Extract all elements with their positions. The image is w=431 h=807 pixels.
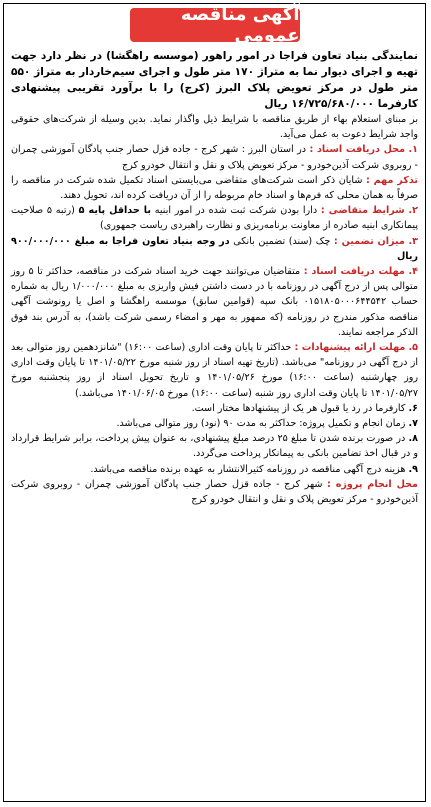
item-document-location: ۱. محل دریافت اسناد : در استان البرز : شهر کرج - جاده قزل حصار جنب پادگان آموزشی چمران - روبروی شرکت آذین‌خودرو - مرکز تعویض پلاک و نقل و انتقال خودرو کرج: [11, 144, 419, 171]
intro-invitation: بر مبنای استعلام بهاء از طریق مناقصه با شرایط ذیل واگذار نماید. بدین وسیله از شرکت‌های حقوقی واجد شرایط دعوت به عمل می‌آید.: [11, 114, 418, 141]
item-label: محل انجام پروژه :: [327, 478, 418, 490]
item-label: مهلت دریافت اسناد :: [303, 266, 405, 278]
item-label: شرایط متقاضی :: [320, 205, 405, 217]
item-project-location: محل انجام پروژه : شهر کرج - جاده قزل حصار جنب پادگان آموزشی چمران - روبروی شرکت آذین‌خودرو - مرکز تعویض پلاک و نقل و انتقال خودرو کرج: [11, 478, 418, 506]
item-important-note: تذکر مهم : شایان ذکر است شرکت‌های متقاضی می‌بایستی اسناد تکمیل شده شرکت در مناقصه را صرفاً به همان محلی که فرم‌ها و اسناد خام مربوطه را از آن دریافت کرده اند، تحویل دهند.: [11, 174, 418, 202]
item-label: محل دریافت اسناد :: [309, 144, 406, 156]
notice-title-banner: [130, 4, 300, 46]
notice-body: [11, 48, 418, 795]
item-guarantee-amount: ۳. میزان تضمین : چک (سند) تضمین بانکی در وجه بنیاد تعاون فراجا به مبلغ ۹۰۰/۰۰۰/۰۰۰ ریال: [11, 235, 418, 262]
item-document-deadline: ۴. مهلت دریافت اسناد : متقاضیان می‌توانند جهت خرید اسناد شرکت در مناقصه، حداکثر تا ۵ روز متوالی پس از درج آگهی در روزنامه با در دست داشتن فیش واریزی به مبلغ ۱/۰۰۰/۰۰۰ ریال به شماره حساب ۰۱۵۱۸۰۵۰۰۰۶۴۴۵۴۲ بانک سپه (قوامین سابق) موسسه راهگشا و اصل یا رونوشت آگهی مناقصه مذکور مندرج در روزنامه (که ممهور به مهر و امضاء رسمی شرکت باشد)، به آدرس بند فوق الذکر مراجعه نمایند.: [11, 266, 418, 338]
notice-title: آگهی مناقصه عمومی: [180, 4, 300, 46]
item-label: تذکر مهم :: [365, 174, 418, 186]
item-proposal-deadline: ۵. مهلت ارائه پیشنهادات : حداکثر تا پایان وقت اداری (ساعت ۱۶:۰۰) "شانزدهمین روز متوالی بعد از درج آگهی در روزنامه" می‌باشد. (تاریخ تهیه اسناد از روز شنبه مورخ ۱۴۰۱/۰۵/۲۲ تا پایان وقت اداری روز چهارشنبه (ساعت ۱۶:۰۰) مورخ ۱۴۰۱/۰۵/۲۶ و تاریخ تحویل اسناد از روز پنجشنبه مورخ ۱۴۰۱/۰۵/۲۷ تا پایان وقت اداری روز شنبه (ساعت ۱۶:۰۰) مورخ ۱۴۰۱/۰۶/۰۵ می‌باشد.): [11, 342, 418, 399]
item-label: مهلت ارائه پیشنهادات :: [294, 342, 406, 354]
item-prepayment: ۸. در صورت برنده شدن تا مبلغ ۲۵ درصد مبلغ پیشنهادی، به عنوان پیش پرداخت، برابر شرایط قرارداد و در قبال اخذ تضامین بانکی به پیمانکار پرداخت می‌گردد.: [11, 433, 418, 460]
intro-paragraph: نمایندگی بنیاد تعاون فراجا در امور راهور (موسسه راهگشا) در نظر دارد جهت تهیه و اجرای دیوار نما به متراژ ۱۷۰ متر طول و اجرای سیم‌خاردار به متراژ ۵۵۰ متر طول در مرکز تعویض پلاک البرز (کرج) را با برآورد تقریبی پیشنهادی کارفرما ۱۶/۷۲۵/۶۸۰/۰۰۰ ریال: [11, 50, 418, 110]
item-ad-cost: ۹. هزینه درج آگهی مناقصه در روزنامه کثیرالانتشار به عهده برنده مناقصه می‌باشد.: [90, 463, 418, 475]
item-label: میزان تضمین :: [333, 235, 405, 247]
notice-frame: [3, 3, 426, 802]
item-applicant-conditions: ۲. شرایط متقاضی : دارا بودن شرکت ثبت شده در امور ابنیه با حداقل پایه ۵ (رتبه ۵ صلاحیت پیمانکاری ابنیه صادره از معاونت برنامه‌ریزی و نظارت راهبردی ریاست جمهوری): [11, 205, 418, 232]
item-project-duration: ۷. زمان انجام و تکمیل پروژه: حداکثر به مدت ۹۰ (نود) روز متوالی می‌باشد.: [116, 418, 418, 430]
item-employer-right: ۶. کارفرما در رد یا قبول هر یک از پیشنهادها مختار است.: [191, 402, 418, 414]
